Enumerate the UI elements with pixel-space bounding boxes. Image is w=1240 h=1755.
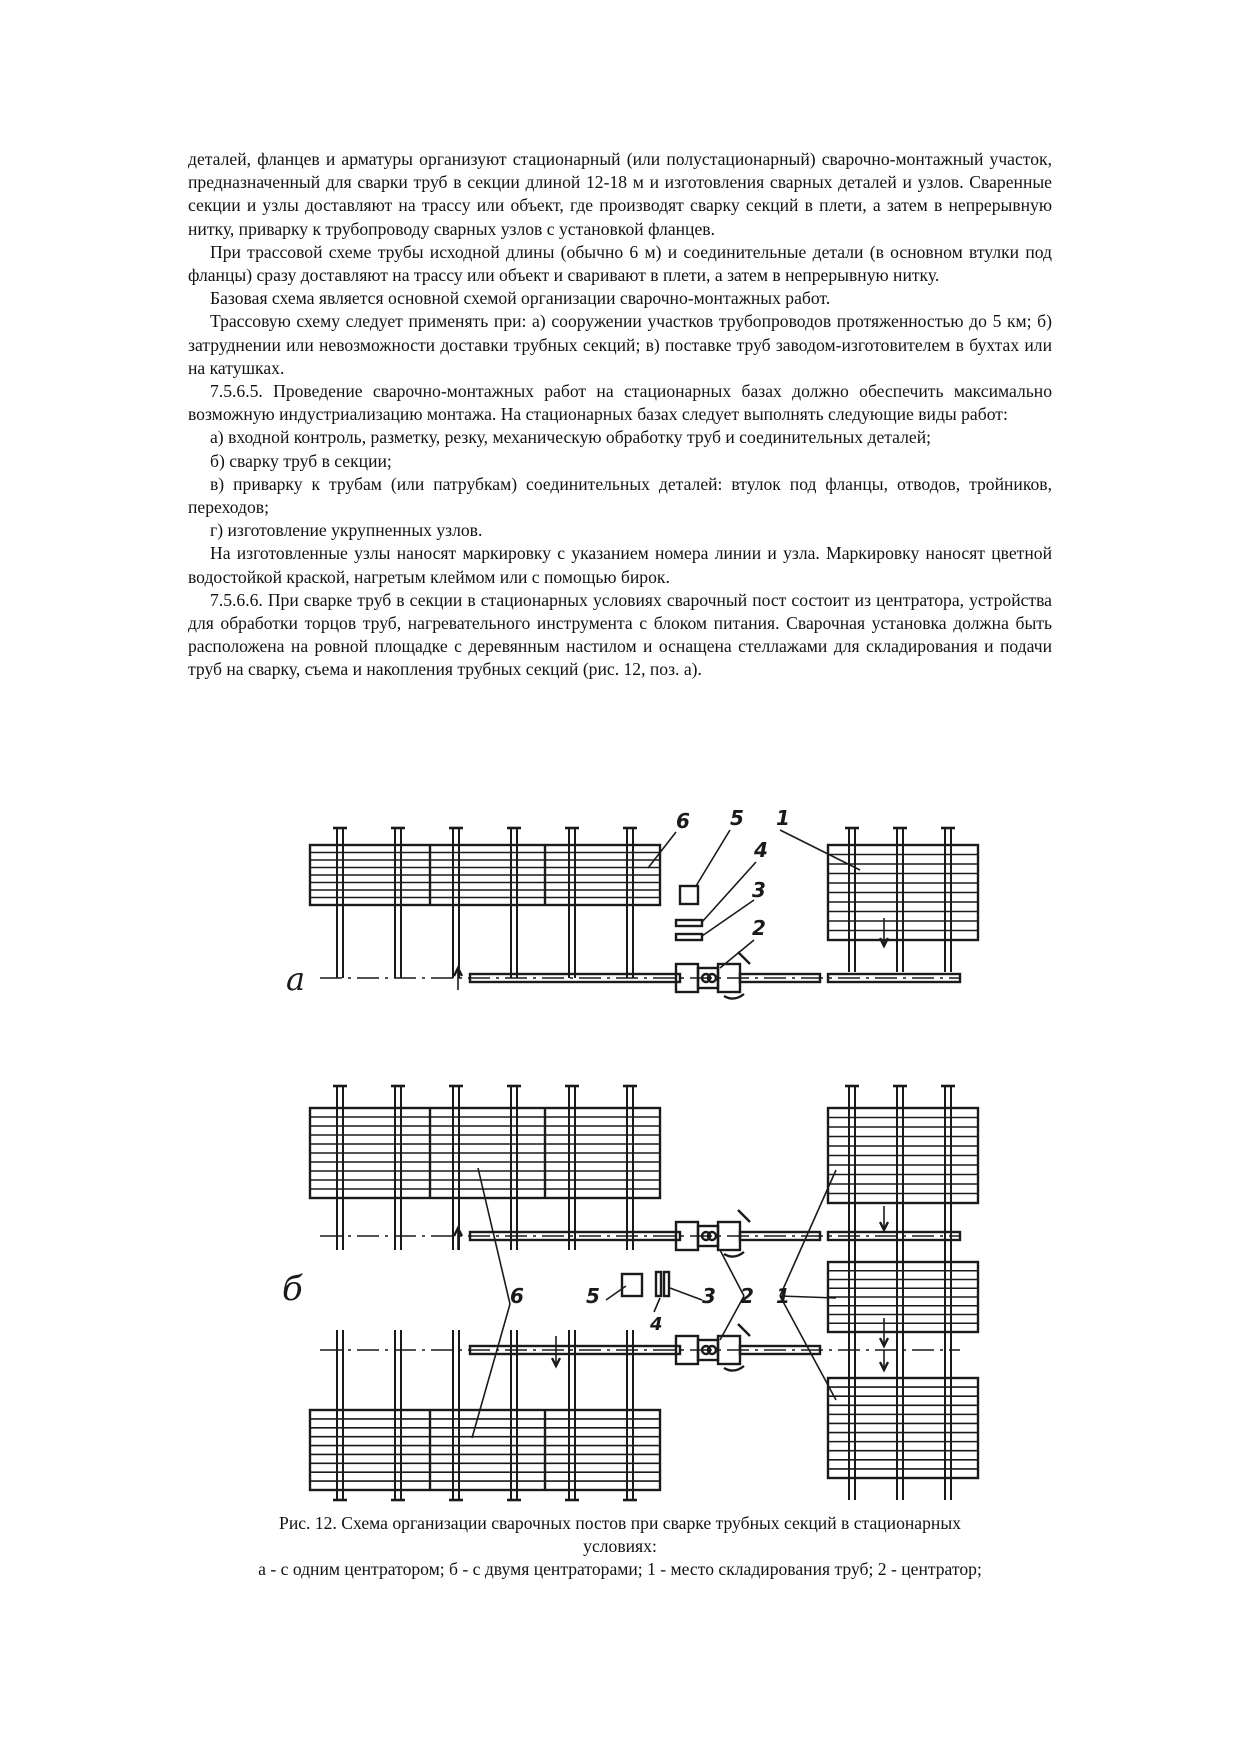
label-1-a: 1 [776,806,790,830]
leader-5-b [606,1286,626,1300]
feed-arrow-head [880,938,888,946]
leader-1-a [780,830,860,870]
feed-arrow-head [880,1222,888,1230]
pipe-body [740,1232,820,1240]
paragraph: деталей, фланцев и арматуры организуют стационарный (или полустационарный) сварочно-монтажный участок, предназначенный для сварки труб в секции длиной 12-18 м и изготовления сварных деталей и узлов. Сваренные секции и узлы доставляют на трассу или объект, где производят сварку секций в плети, а затем в непрерывную нитку, приварку к трубопроводу сварных узлов с установкой фланцев. [188,149,1052,239]
pipe-stack-b-right-bottom [828,1378,978,1478]
label-4-a: 4 [754,838,768,862]
centrator-lever [738,952,750,964]
centrator-clamp [718,1222,740,1250]
pipe-run-b-bot-out [740,1346,820,1354]
paragraph: Базовая схема является основной схемой организации сварочно-монтажных работ. [210,288,831,309]
heater-4 [676,920,702,926]
centrator-handle [724,994,744,999]
paragraph: б) сварку труб в секции; [210,450,392,471]
pipe-stack-b-right-top [828,1108,978,1203]
centrator [676,1324,750,1371]
pipe-stack-a-left [310,845,660,905]
leader-6-a [648,832,676,868]
feed-arrow-head [552,1358,560,1366]
paragraph: На изготовленные узлы наносят маркировку с указанием номера линии и узла. Маркировку наносят цветной водостойкой краской, нагретым клеймом или с помощью бирок. [188,543,1052,587]
leader-2-b [720,1250,744,1296]
label-2-b: 2 [740,1284,754,1308]
leader-6-b [478,1168,510,1304]
pipe-stack-outline [828,1108,978,1203]
centrator-joint [708,1232,716,1240]
end-facer-5-b [622,1274,642,1296]
centrator-clamp [676,964,698,992]
caption-line: Рис. 12. Схема организации сварочных постов при сварке трубных секций в стационарных [279,1513,961,1533]
centrator-body [698,1340,718,1360]
paragraph: Трассовую схему следует применять при: а) сооружении участков трубопроводов протяженностью до 5 км; б) затруднении или невозможности доставки трубных секций; в) поставке труб заводом-изготовителем в бухтах или на катушках. [188,311,1052,378]
paragraph: в) приварку к трубам (или патрубкам) соединительных деталей: втулок под фланцы, отводов, тройников, переходов; [188,473,1052,518]
feed-arrow-head [880,1362,888,1370]
centrator-clamp [676,1336,698,1364]
label-3-a: 3 [752,878,766,902]
pipe-run-b-top-out [740,1232,820,1240]
heater-4-b [656,1272,661,1296]
label-4-b: 4 [650,1314,663,1335]
centrator-handle [724,1252,744,1257]
pipe-run-b-top-in [470,1232,680,1240]
centrator-lever [738,1324,750,1336]
rack-posts-b-right [845,1086,955,1500]
leader-2-b [720,1296,744,1340]
pipe-run-a-storage [828,974,960,982]
paragraph: При трассовой схеме трубы исходной длины (обычно 6 м) и соединительные детали (в основном втулки под фланцы) сразу доставляют на трассу или объект и сваривают в плети, а затем в непрерывную нитку. [188,241,1052,286]
pipe-stack-outline [828,845,978,940]
pipe-body [470,974,680,982]
pipe-stack-b-top [310,1108,660,1198]
panel-b-letter: б [282,1269,303,1309]
centrator [676,1210,750,1257]
centrator-joint [702,1346,710,1354]
pipe-run-a-in [470,974,680,982]
centrator-handle [724,1366,744,1371]
pipe-run-b-bot-in [470,1346,680,1354]
figure-panel-a [310,828,978,999]
pipe-stack-b-right-mid [828,1262,978,1332]
rack-posts-a-right [845,828,955,972]
feed-arrow-head [454,1228,462,1236]
leader-6-b [472,1304,510,1438]
centrator-joint [702,974,710,982]
centrator-clamp [718,1336,740,1364]
caption-line: условиях: [583,1536,657,1556]
centrator [676,952,750,999]
centrator-body [698,1226,718,1246]
leader-3-a [702,900,754,936]
leader-5-a [696,830,730,886]
feed-arrow-head [880,1338,888,1346]
centrator-clamp [676,1222,698,1250]
pipe-stack-b-bottom [310,1410,660,1490]
paragraph: г) изготовление укрупненных узлов. [210,520,483,541]
pipe-stack-outline [310,1108,660,1198]
pipe-stack-outline [310,1410,660,1490]
label-1-b: 1 [776,1284,790,1308]
paragraph: 7.5.6.5. Проведение сварочно-монтажных работ на стационарных базах должно обеспечить максимально возможную индустриализацию монтажа. На стационарных базах следует выполнять следующие виды работ: [188,381,1052,425]
paragraph: а) входной контроль, разметку, резку, механическую обработку труб и соединительных деталей; [210,427,932,448]
rack-posts-b-top [333,1086,637,1250]
power-block-3 [676,934,702,940]
pipe-stack-outline [828,1262,978,1332]
label-6-a: 6 [676,809,690,833]
caption-line: а - с одним центратором; б - с двумя центраторами; 1 - место складирования труб; 2 - центратор; [258,1559,982,1579]
centrator-joint [708,974,716,982]
leader-4-a [702,862,756,922]
pipe-stack-outline [828,1378,978,1478]
centrator-lever [738,1210,750,1222]
end-facer-5 [680,886,698,904]
leader-1-b [780,1296,836,1298]
centrator-clamp [718,964,740,992]
centrator-joint [708,1346,716,1354]
label-3-b: 3 [702,1284,716,1308]
pipe-run-b-top-storage [828,1232,960,1240]
body-text [188,148,1052,682]
pipe-body [828,1232,960,1240]
rack-posts-b-bottom [333,1330,637,1500]
pipe-body [470,1346,680,1354]
leader-1-b [780,1296,836,1400]
label-2-a: 2 [752,916,766,940]
pipe-body [740,1346,820,1354]
leader-3-b [670,1288,702,1300]
paragraph: 7.5.6.6. При сварке труб в секции в стационарных условиях сварочный пост состоит из центратора, устройства для обработки торцов труб, нагревательного инструмента с блоком питания. Сварочная установка должна быть расположена на ровной площадке с деревянным настилом и оснащена стеллажами для складирования и подачи труб на сварку, съема и накопления трубных секций (рис. 12, поз. а). [188,589,1052,680]
figure-labels [282,806,790,1335]
pipe-run-a-out [740,974,820,982]
pipe-body [740,974,820,982]
figure-caption [188,1512,1052,1581]
centrator-body [698,968,718,988]
feed-arrow-head [454,968,462,976]
leader-2-a [720,940,754,968]
pipe-stack-a-right [828,845,978,940]
leader-1-b [780,1170,836,1296]
leader-4-b [654,1298,660,1312]
panel-a-letter: а [286,960,306,998]
heater-4-b [664,1272,669,1296]
pipe-body [828,974,960,982]
centrator-joint [702,1232,710,1240]
rack-posts-a [333,828,637,978]
label-5-a: 5 [730,806,744,830]
pipe-stack-outline [310,845,660,905]
pipe-body [470,1232,680,1240]
label-6-b: 6 [510,1284,524,1308]
figure-panel-b [310,1086,978,1500]
label-5-b: 5 [586,1284,600,1308]
